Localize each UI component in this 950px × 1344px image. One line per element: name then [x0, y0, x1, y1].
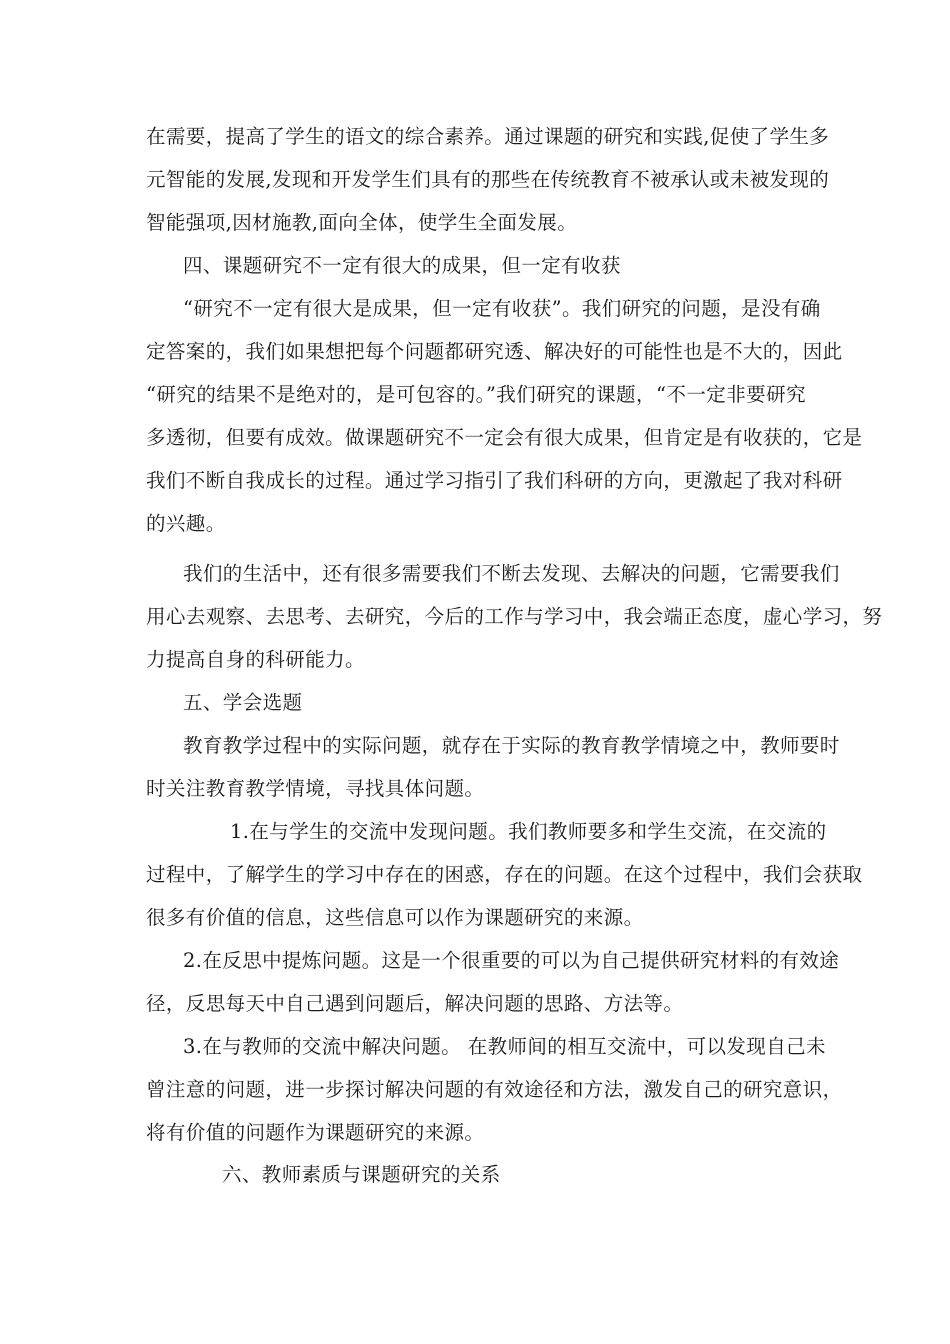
text-line: 定答案的，我们如果想把每个问题都研究透、解决好的可能性也是不大的，因此 [146, 340, 843, 363]
text-line: 多透彻，但要有成效。做课题研究不一定会有很大成果，但肯定是有收获的，它是 [146, 426, 863, 449]
text-line: 过程中，了解学生的学习中存在的困惑，存在的问题。在这个过程中，我们会获取 [146, 863, 863, 886]
section-heading: 六、教师素质与课题研究的关系 [222, 1163, 501, 1186]
text-line: 我们不断自我成长的过程。通过学习指引了我们科研的方向，更激起了我对科研 [146, 469, 843, 492]
text-line: “研究的结果不是绝对的，是可包容的。”我们研究的课题，“不一定非要研究 [146, 383, 806, 406]
text-line: 智能强项,因材施教,面向全体，使学生全面发展。 [146, 211, 578, 234]
text-line: 我们的生活中，还有很多需要我们不断去发现、去解决的问题，它需要我们 [183, 562, 840, 585]
text-line: 的兴趣。 [146, 512, 226, 535]
text-line: 教育教学过程中的实际问题，就存在于实际的教育教学情境之中，教师要时 [183, 734, 840, 757]
text-line: 曾注意的问题，进一步探讨解决问题的有效途径和方法，激发自己的研究意识， [146, 1078, 843, 1101]
list-item-2: 2.在反思中提炼问题。这是一个很重要的可以为自己提供研究材料的有效途 [183, 949, 840, 972]
list-item-1: 1.在与学生的交流中发现问题。我们教师要多和学生交流，在交流的 [230, 820, 827, 843]
text-line: 时关注教育教学情境，寻找具体问题。 [146, 777, 485, 800]
text-line: 径，反思每天中自己遇到问题后，解决问题的思路、方法等。 [146, 992, 684, 1015]
text-line: 在需要，提高了学生的语文的综合素养。通过课题的研究和实践,促使了学生多 [146, 125, 830, 148]
text-line: 用心去观察、去思考、去研究，今后的工作与学习中，我会端正态度，虚心学习，努 [146, 605, 883, 628]
text-line: 元智能的发展,发现和开发学生们具有的那些在传统教育不被承认或未被发现的 [146, 168, 830, 191]
text-line: 将有价值的问题作为课题研究的来源。 [146, 1121, 485, 1144]
text-line: 很多有价值的信息，这些信息可以作为课题研究的来源。 [146, 906, 644, 929]
list-item-3: 3.在与教师的交流中解决问题。 在教师间的相互交流中，可以发现自己未 [183, 1035, 826, 1058]
section-heading: 四、课题研究不一定有很大的成果，但一定有收获 [183, 254, 621, 277]
section-heading: 五、学会选题 [183, 691, 303, 714]
text-line: 力提高自身的科研能力。 [146, 648, 365, 671]
text-line: “研究不一定有很大是成果，但一定有收获”。我们研究的问题，是没有确 [183, 297, 821, 320]
